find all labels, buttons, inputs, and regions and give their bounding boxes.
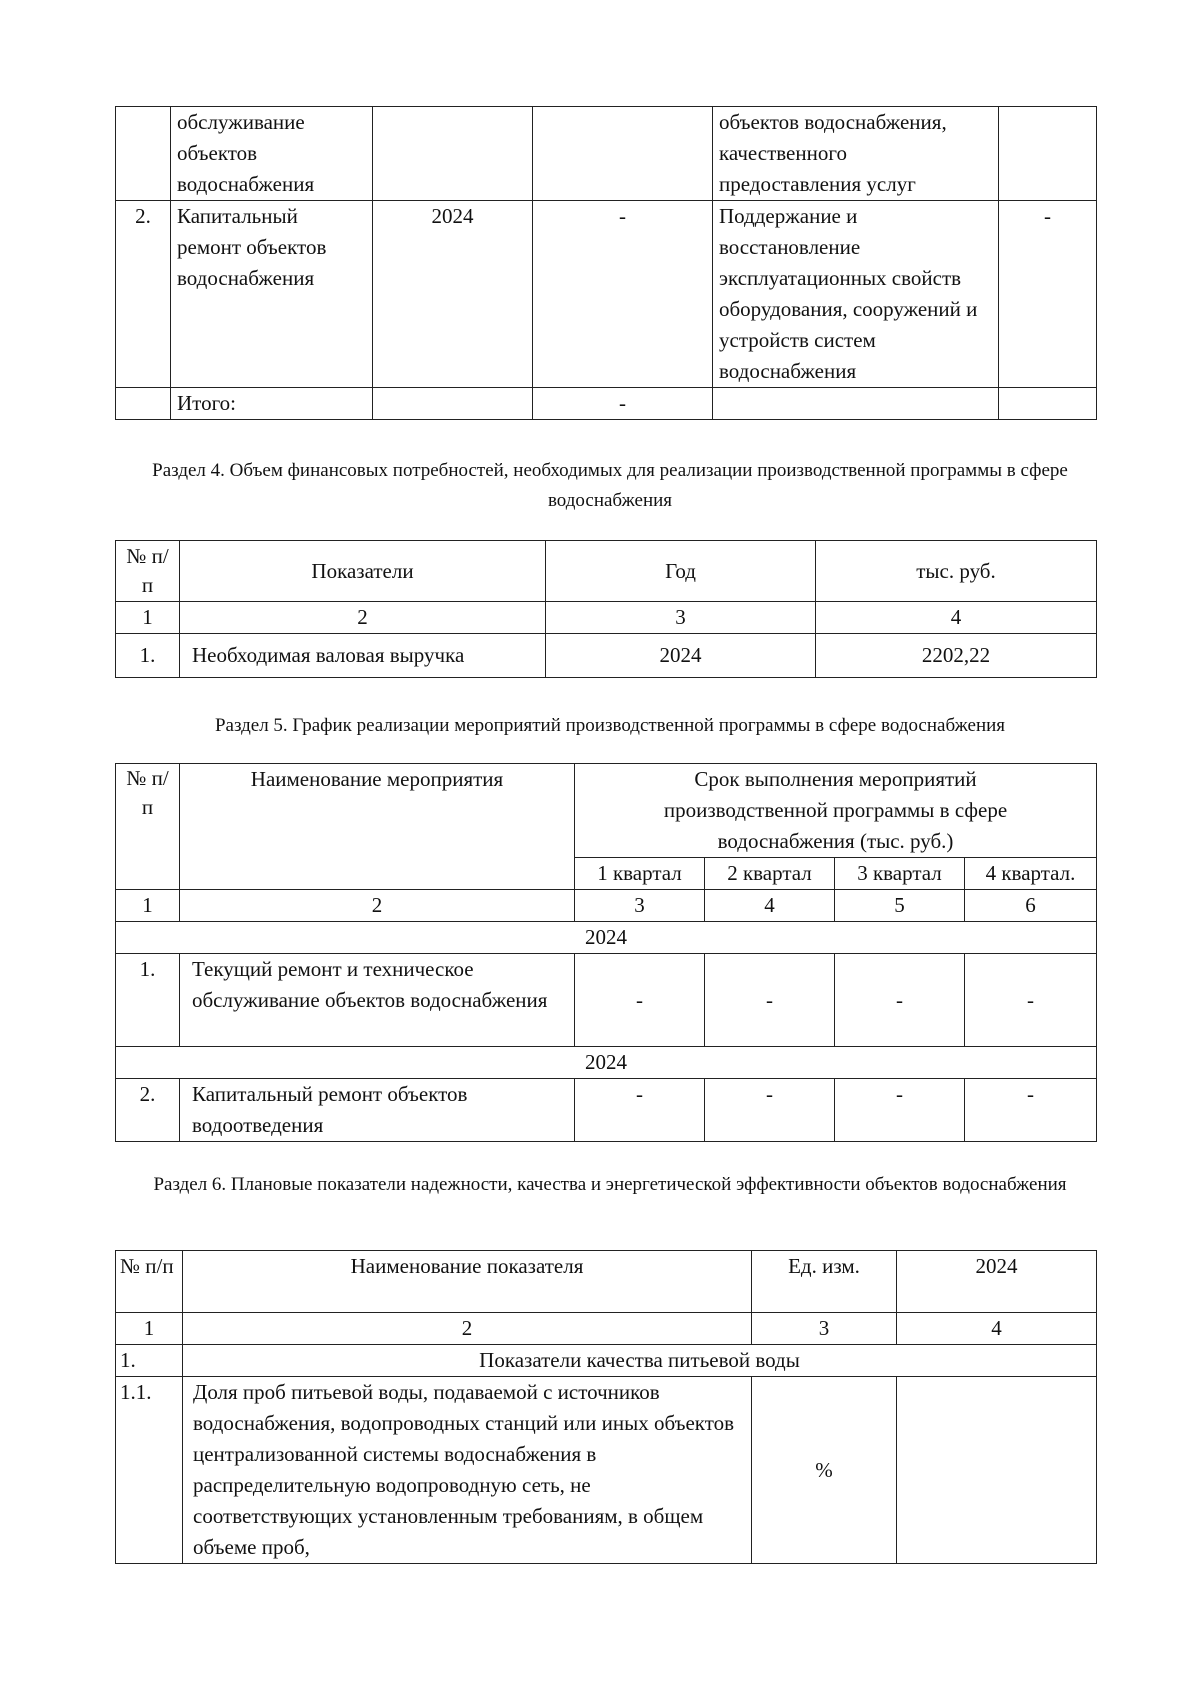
numbering-row (116, 602, 1097, 634)
header-year: Год (546, 541, 816, 602)
indicator-unit: % (752, 1377, 897, 1564)
table-row (116, 1079, 1097, 1142)
section-5-title: Раздел 5. График реализации мероприятий производственной программы в сфере водоснабжения (214, 715, 1006, 736)
activity-cost (533, 107, 713, 201)
total-cost: - (533, 388, 713, 420)
activity-effect: объектов водоснабжения, качественного предоставления услуг (713, 107, 999, 201)
activity-effect: Поддержание и восстановление эксплуатационных свойств оборудования, сооружений и устройств систем водоснабжения (713, 201, 999, 388)
table-row (116, 634, 1097, 678)
col-number: 1 (116, 1313, 183, 1345)
col-number: 3 (752, 1313, 897, 1345)
table-header-row (116, 764, 1097, 858)
indicator-value (897, 1377, 1097, 1564)
quarter-2-value: - (705, 1079, 835, 1142)
col-number: 4 (705, 890, 835, 922)
col-number: 2 (180, 602, 546, 634)
year-group-row (116, 922, 1097, 954)
indicator-year: 2024 (546, 634, 816, 678)
indicator-name: Доля проб питьевой воды, подаваемой с источников водоснабжения, водопроводных станций или иных объектов централизованной системы водоснабжения в распределительную водопроводную сеть, не соответствующих установленным требованиям, в общем объеме проб, (183, 1377, 752, 1564)
financial-needs-table (115, 540, 1097, 678)
header-quarter-3: 3 квартал (835, 858, 965, 890)
total-label: Итого: (171, 388, 373, 420)
header-indicator-name: Наименование показателя (183, 1251, 752, 1313)
activities-table-continuation (115, 106, 1097, 420)
activity-extra: - (999, 201, 1097, 388)
header-indicators: Показатели (180, 541, 546, 602)
col-number: 5 (835, 890, 965, 922)
header-quarter-2: 2 квартал (705, 858, 835, 890)
header-quarter-1: 1 квартал (575, 858, 705, 890)
col-number: 3 (575, 890, 705, 922)
header-year: 2024 (897, 1251, 1097, 1313)
numbering-row (116, 890, 1097, 922)
header-number: № п/п (116, 541, 180, 602)
col-number: 1 (116, 890, 180, 922)
activity-name: Текущий ремонт и техническое обслуживание объектов водоснабжения (180, 954, 575, 1047)
quarter-4-value: - (965, 1079, 1097, 1142)
row-number: 1. (116, 634, 180, 678)
activity-name: обслуживание объектов водоснабжения (171, 107, 373, 201)
table-row (116, 954, 1097, 1047)
col-number: 6 (965, 890, 1097, 922)
table-row (116, 1377, 1097, 1564)
row-number (116, 388, 171, 420)
schedule-table (115, 763, 1097, 1142)
row-number: 1. (116, 954, 180, 1047)
activity-year (373, 107, 533, 201)
group-year: 2024 (116, 922, 1097, 954)
header-amount: тыс. руб. (816, 541, 1097, 602)
row-number: 2. (116, 1079, 180, 1142)
row-number (116, 107, 171, 201)
quarter-4-value: - (965, 954, 1097, 1047)
header-unit: Ед. изм. (752, 1251, 897, 1313)
row-number: 1.1. (116, 1377, 183, 1564)
col-number: 1 (116, 602, 180, 634)
activity-year: 2024 (373, 201, 533, 388)
quarter-1-value: - (575, 1079, 705, 1142)
table-row (116, 107, 1097, 201)
section-6-title: Раздел 6. Плановые показатели надежности, качества и энергетической эффективности объектов водоснабжения (153, 1174, 1067, 1195)
activity-effect (713, 388, 999, 420)
quarter-3-value: - (835, 1079, 965, 1142)
numbering-row (116, 1313, 1097, 1345)
quarter-1-value: - (575, 954, 705, 1047)
table-row-total (116, 388, 1097, 420)
header-term: Срок выполнения мероприятий производственной программы в сфере водоснабжения (тыс. руб.) (575, 764, 1097, 858)
group-row (116, 1345, 1097, 1377)
indicator-amount: 2202,22 (816, 634, 1097, 678)
group-label: Показатели качества питьевой воды (183, 1345, 1097, 1377)
group-year: 2024 (116, 1047, 1097, 1079)
col-number: 2 (180, 890, 575, 922)
activity-cost: - (533, 201, 713, 388)
header-activity-name: Наименование мероприятия (180, 764, 575, 890)
activity-extra (999, 388, 1097, 420)
col-number: 2 (183, 1313, 752, 1345)
row-number: 2. (116, 201, 171, 388)
activity-name: Капитальный ремонт объектов водоотведения (180, 1079, 575, 1142)
section-4-title: Раздел 4. Объем финансовых потребностей, необходимых для реализации производственной программы в сфере водоснабжения (152, 460, 1068, 511)
activity-year (373, 388, 533, 420)
indicator-name: Необходимая валовая выручка (180, 634, 546, 678)
header-quarter-4: 4 квартал. (965, 858, 1097, 890)
quarter-2-value: - (705, 954, 835, 1047)
table-row (116, 201, 1097, 388)
col-number: 4 (897, 1313, 1097, 1345)
year-group-row (116, 1047, 1097, 1079)
table-header-row (116, 541, 1097, 602)
activity-extra (999, 107, 1097, 201)
table-header-row (116, 1251, 1097, 1313)
header-number: № п/п (116, 764, 180, 890)
performance-indicators-table (115, 1250, 1097, 1564)
col-number: 3 (546, 602, 816, 634)
col-number: 4 (816, 602, 1097, 634)
quarter-3-value: - (835, 954, 965, 1047)
group-number: 1. (116, 1345, 183, 1377)
activity-name: Капитальный ремонт объектов водоснабжения (171, 201, 373, 388)
header-number: № п/п (116, 1251, 183, 1313)
